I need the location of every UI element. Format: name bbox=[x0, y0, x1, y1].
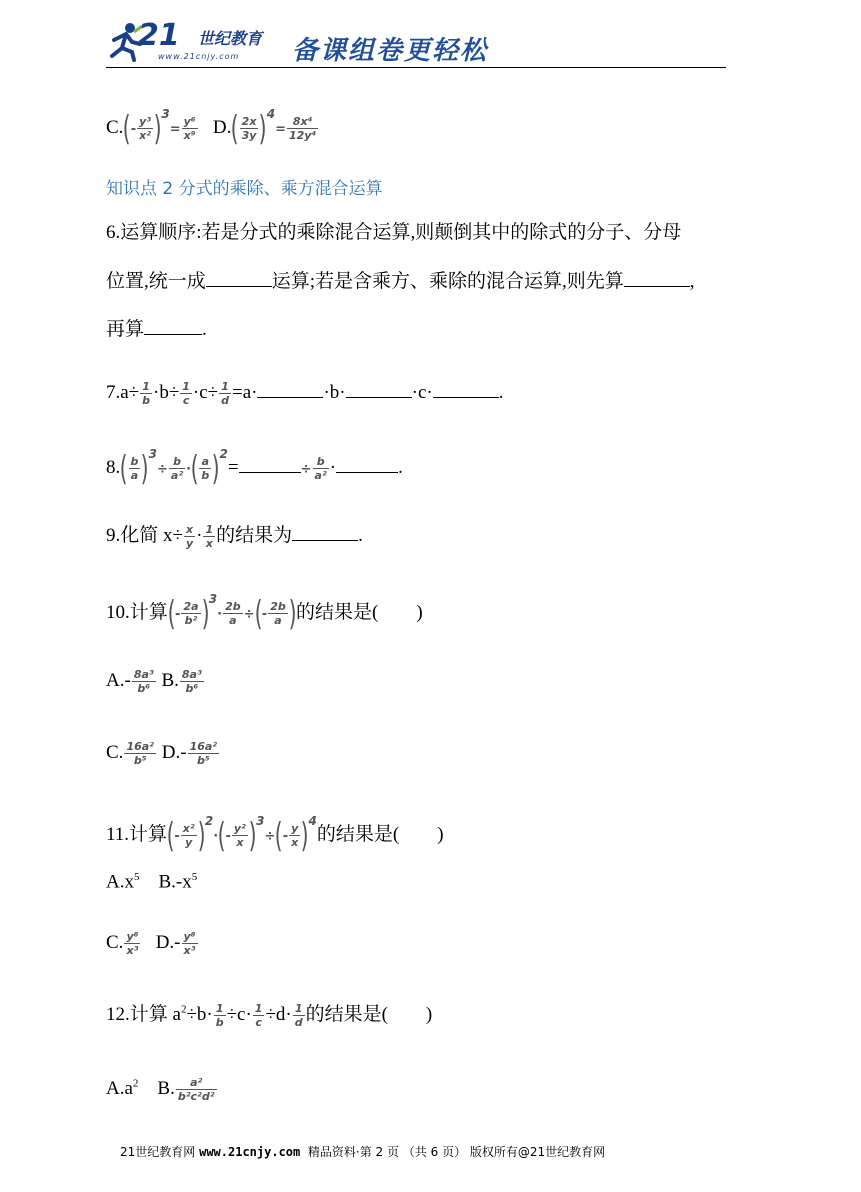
header-slogan: 备课组卷更轻松 bbox=[292, 36, 489, 66]
q8: 8.( $\frac{b}{a}$ )$^3$÷ $\frac{b}{\text{a²}}$ ·( $\frac{a}{b}$ )$^2$= ÷ $\frac{b}{\text{a²}}$ · . bbox=[106, 447, 403, 489]
q10-options-cd: C. $\frac{\text{16a²}}{\text{b⁵}}$ D.- $\frac{\text{16a²}}{\text{b⁵}}$ bbox=[106, 740, 218, 767]
q10: 10.计算(- $\frac{2a}{\text{b²}}$ )$^3$· $\frac{2b}{a}$ ÷(- $\frac{2b}{a}$ )的结果是( ) bbox=[106, 592, 423, 634]
footer-page-info: 精品资料·第 2 页 （共 6 页） 版权所有@21世纪教育网 bbox=[307, 1145, 606, 1159]
q11-options-ab: $A.x^5$ $B.-x^5$ bbox=[106, 871, 198, 893]
section-title: 知识点 2 分式的乘除、乘方混合运算 bbox=[106, 179, 383, 199]
q10-options-ab: A.- $\frac{\text{8a³}}{\text{b⁶}}$ B. $\frac{\text{8a³}}{\text{b⁶}}$ bbox=[106, 668, 202, 695]
footer-site: 21世纪教育网 bbox=[120, 1145, 196, 1159]
page-footer bbox=[120, 1143, 605, 1160]
q6-line1: 6.运算顺序:若是分式的乘除混合运算,则颠倒其中的除式的分子、分母 bbox=[106, 222, 682, 243]
q6-line3: 再算 . bbox=[106, 319, 207, 340]
q9: 9.化简 x÷ $\frac{x}{y}$ · $\frac{1}{x}$ 的结果为 . bbox=[106, 523, 363, 550]
q12-options-ab: $A.a^2$ B. $\frac{\text{a²}}{\text{b²c²d²}}$ bbox=[106, 1076, 215, 1103]
runner-icon bbox=[106, 22, 142, 62]
logo-text: 世纪教育 bbox=[198, 29, 263, 48]
footer-url[interactable]: www.21cnjy.com bbox=[199, 1145, 301, 1159]
q12: 12.计算 $a^2\div b\cdot$ $\frac{1}{b}$ ÷c· $\frac{1}{c}$ ÷d· $\frac{1}{d}$ 的结果是( ) bbox=[106, 1002, 433, 1029]
q6-line2: 位置,统一成 运算;若是含乘方、乘除的混合运算,则先算 , bbox=[106, 271, 695, 292]
logo-number: 21 bbox=[138, 18, 180, 53]
q5-options: C.(- $\frac{\text{y³}}{\text{x²}}$ )$^3$= $\frac{\text{y⁶}}{\text{x⁹}}$ D.( $\frac{2x}{3y}$ )$^4$= $\frac{\text{8x⁴}}{\text{12y⁴}}$ bbox=[106, 107, 317, 149]
q7: 7.a÷ $\frac{1}{b}$ ·b÷ $\frac{1}{c}$ ·c÷ $\frac{1}{d}$ =a· ·b· ·c· . bbox=[106, 380, 504, 407]
q11-options-cd: C. $\frac{\text{y⁸}}{\text{x³}}$ D.- $\frac{\text{y⁸}}{\text{x³}}$ bbox=[106, 930, 196, 957]
q11: 11.计算(- $\frac{\text{x²}}{y}$ )$^2$·(- $\frac{\text{y²}}{x}$ )$^3$÷(- $\frac{y}{x}$ )$^4$的结果是( ) bbox=[106, 814, 444, 856]
logo-url: www.21cnjy.com bbox=[158, 52, 240, 61]
header-divider bbox=[106, 67, 726, 68]
